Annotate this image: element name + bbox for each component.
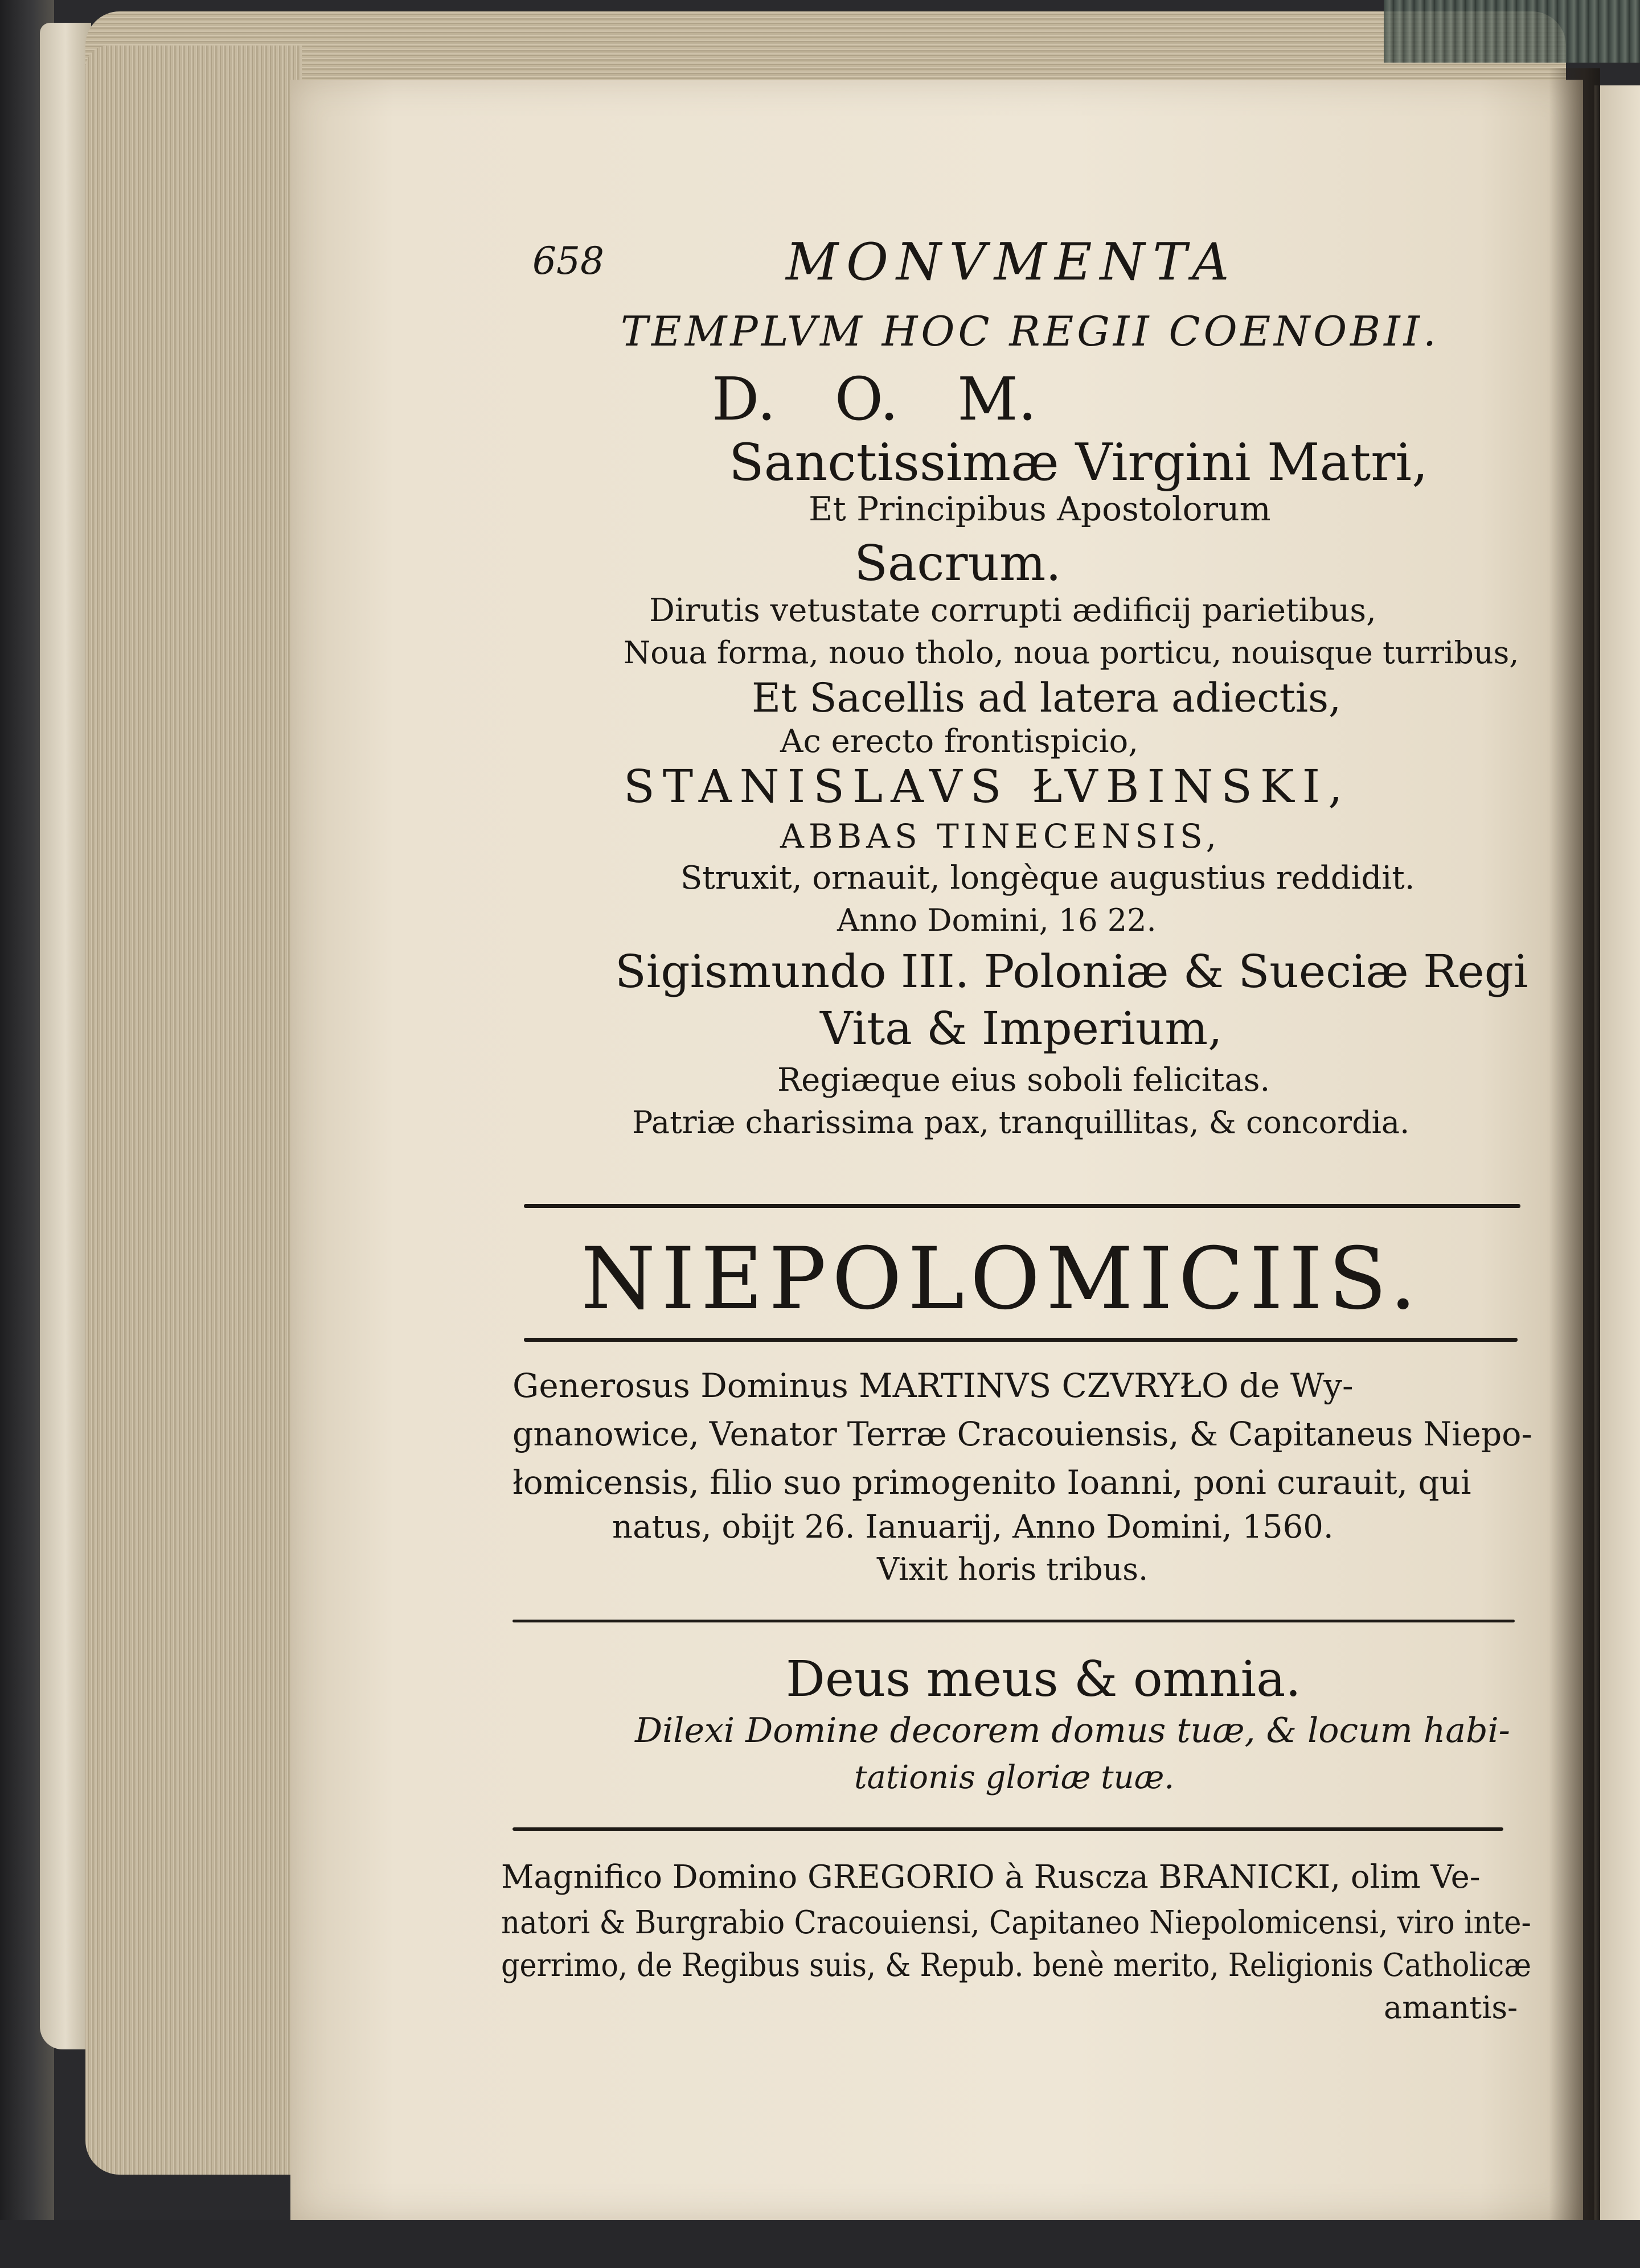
- inscription-line: Sanctissimæ Virgini Matri,: [729, 433, 1428, 492]
- motto: Deus meus & omnia.: [786, 1651, 1301, 1708]
- inscription-line: Anno Domini, 16 22.: [837, 902, 1157, 938]
- inscription-line: łomicensis, filio suo primogenito Ioanni, poni curauit, qui: [512, 1463, 1471, 1502]
- inscription-line: Noua forma, nouo tholo, noua porticu, nouisque turribus,: [624, 635, 1519, 671]
- inscription-line: Struxit, ornauit, longèque augustius reddidit.: [680, 860, 1415, 897]
- divider-rule: [524, 1338, 1518, 1342]
- inscription-line: TEMPLVM HOC REGII COENOBII.: [621, 307, 1440, 355]
- inscription-line: STANISLAVS ŁVBINSKI,: [624, 760, 1351, 813]
- inscription-line: Et Sacellis ad latera adiectis,: [752, 675, 1342, 721]
- section-title: NIEPOLOMICIIS.: [581, 1230, 1422, 1329]
- inscription-line: Et Principibus Apostolorum: [809, 490, 1271, 528]
- inscription-line: D. O. M.: [712, 364, 1037, 434]
- inscription-line: gerrimo, de Regibus suis, & Repub. benè merito, Religionis Catholicæ: [501, 1947, 1532, 1984]
- divider-rule: [512, 1827, 1503, 1831]
- inscription-line: Regiæque eius soboli felicitas.: [777, 1062, 1270, 1099]
- divider-rule: [512, 1620, 1515, 1622]
- side-page-edges: [85, 46, 302, 2175]
- inscription-line: Dirutis vetustate corrupti ædificij parietibus,: [649, 592, 1376, 629]
- inscription-line: natori & Burgrabio Cracouiensi, Capitaneo Niepolomicensi, viro inte-: [501, 1904, 1531, 1941]
- inscription-line: Sigismundo III. Poloniæ & Sueciæ Regi: [615, 945, 1528, 998]
- verse-line: Dilexi Domine decorem domus tuæ, & locum habi-: [635, 1711, 1510, 1751]
- inscription-line: ABBAS TINECENSIS,: [780, 817, 1221, 856]
- bottom-background: [0, 2220, 1640, 2268]
- catchword: amantis-: [1384, 1990, 1518, 2025]
- spine-shadow: [1549, 68, 1600, 2220]
- inscription-line: Magnifico Domino GREGORIO à Ruscza BRANICKI, olim Ve-: [501, 1859, 1481, 1896]
- top-page-edges: [85, 11, 1566, 80]
- divider-rule: [524, 1204, 1520, 1208]
- inscription-line: Ac erecto frontispicio,: [780, 723, 1139, 760]
- inscription-line: Vixit horis tribus.: [877, 1551, 1149, 1587]
- cover-edge: [40, 23, 91, 2049]
- headband: [1384, 0, 1640, 63]
- inscription-line: Vita & Imperium,: [820, 1002, 1223, 1055]
- inscription-line: Sacrum.: [854, 535, 1061, 592]
- facing-page-edge: [1594, 85, 1640, 2237]
- running-head: MONVMENTA: [786, 232, 1237, 292]
- inscription-line: Patriæ charissima pax, tranquillitas, & concordia.: [632, 1104, 1410, 1140]
- page-number: 658: [532, 239, 604, 283]
- inscription-line: natus, obijt 26. Ianuarij, Anno Domini, 1560.: [612, 1509, 1334, 1546]
- verse-line: tationis gloriæ tuæ.: [854, 1759, 1175, 1796]
- inscription-line: gnanowice, Venator Terræ Cracouiensis, & Capitaneus Niepo-: [512, 1415, 1532, 1453]
- inscription-line: Generosus Dominus MARTINVS CZVRYŁO de Wy-: [512, 1366, 1354, 1405]
